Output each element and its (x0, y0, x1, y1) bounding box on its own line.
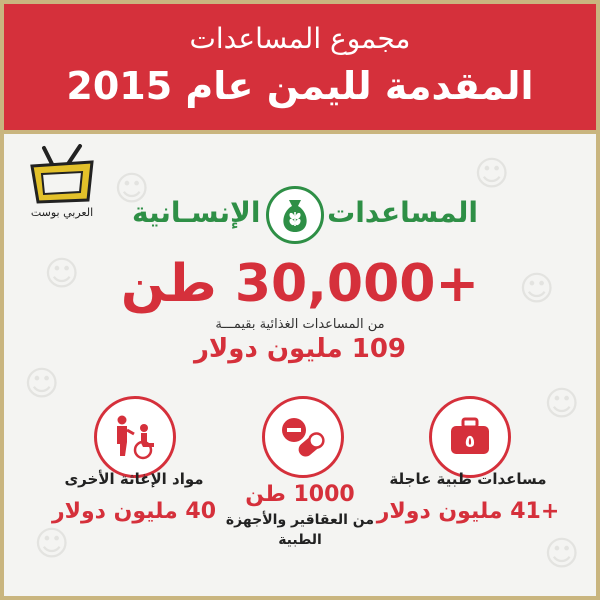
svg-text:٥: ٥ (464, 432, 476, 452)
first-aid-kit-icon (429, 396, 511, 478)
background-doodle: ☺ (519, 269, 555, 309)
background-doodle: ☺ (544, 534, 580, 574)
food-caption: من المساعدات الغذائية بقيمـــة (215, 317, 385, 332)
medical-aid-label: مساعدات طبية عاجلة (389, 470, 547, 488)
wheelchair-assistance-icon (94, 396, 176, 478)
aid-word-right: المساعدات (327, 196, 478, 229)
background-doodle: ☺ (544, 384, 580, 424)
background-doodle: ☺ (34, 524, 70, 564)
grain-sack-icon (266, 186, 324, 244)
logo-text: العربي بوست (30, 206, 94, 219)
medicine-tons-value: 1000 طن (245, 482, 355, 507)
background-doodle: ☺ (474, 154, 510, 194)
medical-aid-value: +41 مليون دولار (376, 499, 560, 524)
header-divider (4, 130, 596, 134)
other-relief-value: 40 مليون دولار (51, 499, 217, 524)
medicine-caption: من العقاقير والأجهزة الطبية (225, 512, 375, 548)
title-banner (4, 4, 596, 130)
aid-word-left: الإنسـانية (132, 196, 261, 229)
humanitarian-aid-heading (4, 186, 596, 246)
pill-capsule-icon (262, 396, 344, 478)
background-doodle: ☺ (114, 169, 150, 209)
background-doodle: ☺ (44, 254, 80, 294)
title-line-2: المقدمة لليمن عام 2015 (66, 64, 534, 108)
other-relief-label: مواد الإغاثة الأخرى (64, 470, 204, 488)
food-value: 109 مليون دولار (193, 334, 407, 364)
background-doodle: ☺ (24, 364, 60, 404)
food-tons-figure: +30,000 طن (120, 254, 480, 314)
title-line-1: مجموع المساعدات (189, 22, 411, 55)
